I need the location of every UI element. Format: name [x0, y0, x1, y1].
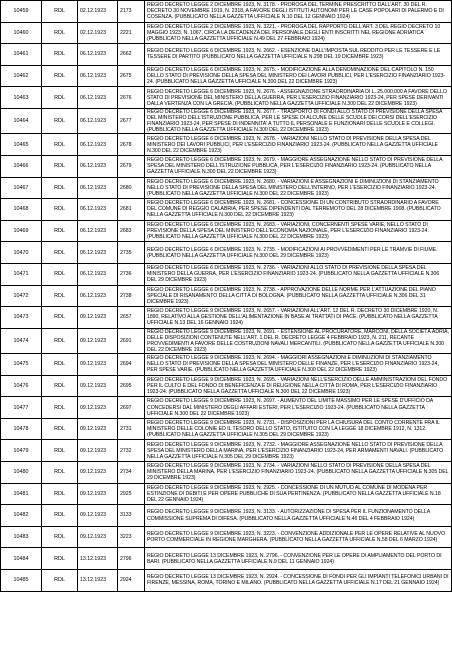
row-number-cell: 10482 — [1, 505, 42, 527]
decree-date-cell: 06.12.1923 — [78, 263, 118, 285]
table-row — [1, 328, 452, 353]
act-type-cell: RDL — [42, 526, 78, 548]
decree-description-cell: REGIO DECRETO LEGGE 13 DICEMBRE 1923, N. 2924. - CONCESSIONE DI FONDI PER GLI IMPIANTI TELEFONICI URBANI DI FIRENZE, MESSINA, ROMA, TORINO E MILANO. (PUBBLICATO NELLA GAZZETTA UFFICIALE N.17 DEL 21 GENNAIO 1924) — [145, 570, 452, 592]
act-type-cell: RDL — [42, 155, 78, 177]
decree-number-cell: 2676 — [118, 87, 145, 109]
row-number-cell: 10462 — [1, 65, 42, 87]
table-row — [1, 526, 452, 548]
decree-description-cell: REGIO DECRETO LEGGE 9 DICEMBRE 1923, N. 2694. - MAGGIORI ASSEGNAZIONI E DIMINUZIONI DI STANZIAMENTO NELLO STATO DI PREVISIONE DELLA SPESA DEL MINISTERO DELLE FINANZE, PER L'ESERCIZIO FINANZIARIO 1923-24, PER SPESE VARIE. (PUBBLICATO NELLA GAZZETTA UFFICIALE N.300 DEL 22 DICEMBRE 1923) — [145, 354, 452, 376]
decree-description-cell: REGIO DECRETO LEGGE 6 DICEMBRE 1923, N. 2680. - VARIAZIONI E ASSEGNAZIONI E DIMINUZIONI DI STANZIAMENTO NELLO STATO DI PREVISIONE DELLA SPESA DEL MINISTERO DELL'INTERNO, PER L'ESERCIZIO FINANZIARIO 1923-24. (PUBBLICATO NELLA GAZZETTA UFFICIALE N.300 DEL 22 DICEMBRE 1923) — [145, 177, 452, 199]
decree-number-cell: 2738 — [118, 285, 145, 307]
row-number-cell: 10467 — [1, 177, 42, 199]
decree-description-cell: REGIO DECRETO LEGGE 6 DICEMBRE 1923, N. 2678. - VARIAZIONI NELLO STATO DI PREVISIONE DELLA SPESA DEL MINISTERO DEI LAVORI PUBBLICI, PER L'ESERCIZIO FINANZIARIO 1923-24. (PUBBLICATO NELLA GAZZETTA UFFICIALE N.300 DEL 22 DICEMBRE 1923) — [145, 134, 452, 156]
table-row — [1, 199, 452, 221]
act-type-cell: RDL — [42, 285, 78, 307]
decree-description-cell: REGIO DECRETO LEGGE 9 DICEMBRE 1923, N. 2925. - CONCESSIONE DI UN MUTUO AL COMUNE DI MODENA PER ESTINZIONE DI DEBITI E PER OPERE PUBBLICHE DI SUA PERTINENZA. (PUBBLICATO NELLA GAZZETTA UFFICIALE N.18 DEL 22 GENNAIO 1924) — [145, 483, 452, 505]
act-type-cell: RDL — [42, 65, 78, 87]
row-number-cell: 10470 — [1, 242, 42, 264]
row-number-cell: 10478 — [1, 418, 42, 440]
table-row — [1, 397, 452, 419]
decree-description-cell: REGIO DECRETO LEGGE 6 DICEMBRE 1923, N. 2676. - ASSEGNAZIONE STRAORDINARIA DI L. 25.000.000 A FAVORE DELLO STATO DI PREVISIONE DEL MINISTERO DELLA GUERRA, PER L'ESERCIZIO FINANZIARIO 1923-24, PER SPESE DERIVANTI DALLA VERTENZA CON LA GRECIA. (PUBBLICATO NELLA GAZZETTA UFFICIALE N.300 DEL 22 DICEMBRE 1923) — [145, 87, 452, 109]
decree-description-cell: REGIO DECRETO LEGGE 9 DICEMBRE 1923, N. 2732. - MAGGIORE ASSEGNAZIONE NELLO STATO DI PREVISIONE DELLA SPESA DEL MINISTERO DELLA MARINA, PER L'ESERCIZIO FINANZIARIO 1923-24, PER ARMAMENTI NAVALI. (PUBBLICATO NELLA GAZZETTA UFFICIALE N.305 DEL 29 DICEMBRE 1923) — [145, 440, 452, 462]
decree-date-cell: 06.12.1923 — [78, 285, 118, 307]
act-type-cell: RDL — [42, 440, 78, 462]
table-row — [1, 1, 452, 23]
act-type-cell: RDL — [42, 1, 78, 23]
table-row — [1, 263, 452, 285]
decree-description-cell: REGIO DECRETO LEGGE 6 DICEMBRE 1923, N. 2735. - MODIFICAZIONI AI PROVVEDIMENTI PER LE TRAMVIE DI FIUME. (PUBBLICATO NELLA GAZZETTA UFFICIALE N.300 DEL 29 DICEMBRE 1923) — [145, 242, 452, 264]
decree-description-cell: REGIO DECRETO LEGGE 13 DICEMBRE 1923, N. 2796. - CONVENZIONE PER LE OPERE DI AMPLIAMENTO DEL PORTO DI BARI. (PUBBLICATO NELLA GAZZETTA UFFICIALE N.9 DEL 11 GENNAIO 1924) — [145, 548, 452, 570]
table-row — [1, 22, 452, 44]
decree-description-cell: REGIO DECRETO LEGGE 9 DICEMBRE 1923, N. 2691. - ESTENSIONE AL PROCURATORE, MARCONI, DELLA SOCIETÀ ADRIA, DELLE DISPOSIZIONI CONTENUTE NELL'ART. 1 DEL R. DECRETO LEGGE 4 FEBBRAIO 1923, N. 211, RECANTE PROVVEDIMENTI A FAVORE DELLE COSTRUZIONI NAVALI MERCANTILI. (PUBBLICATO NELLA GAZZETTA UFFICIALE N.300 DEL 22 DICEMBRE 1923) — [145, 328, 452, 353]
act-type-cell: RDL — [42, 307, 78, 329]
table-row — [1, 418, 452, 440]
decree-date-cell: 09.12.1923 — [78, 418, 118, 440]
act-type-cell: RDL — [42, 354, 78, 376]
row-number-cell: 10460 — [1, 22, 42, 44]
row-number-cell: 10465 — [1, 134, 42, 156]
table-row — [1, 375, 452, 397]
table-row — [1, 134, 452, 156]
act-type-cell: RDL — [42, 220, 78, 242]
act-type-cell: RDL — [42, 418, 78, 440]
decree-description-cell: REGIO DECRETO LEGGE 2 DICEMBRE 1923, N. 3221. - PROROGA DEL RAPPORTO DELL'ART. 3 DEL REGIO DECRETO 10 MAGGIO 1923, N. 1067, CIRCA LA DECADENZA DEL PERSONALE DEGLI ENTI INSCRITTI NEL REGIONE ADRIATICA (PUBBLICATO NELLA GAZZETTA UFFICIALE N.49 DEL 27 FEBBRAIO 1924) — [145, 22, 452, 44]
decree-description-cell: REGIO DECRETO LEGGE 6 DICEMBRE 1923, N. 2736. - VARIAZIONI ALLO STATO DI PREVISIONE DELLA SPESA DEL MINISTERO DELLA GUERRA, PER L'ESERCIZIO FINANZIARIO 1923-24. (PUBBLICATO NELLA GAZZETTA UFFICIALE N.306 DEL 29 DICEMBRE 1923) — [145, 263, 452, 285]
table-row — [1, 285, 452, 307]
decree-date-cell: 09.12.1923 — [78, 526, 118, 548]
row-number-cell: 10485 — [1, 570, 42, 592]
decree-number-cell: 2678 — [118, 134, 145, 156]
decree-number-cell: 2681 — [118, 199, 145, 221]
decree-description-cell: REGIO DECRETO LEGGE 6 DICEMBRE 1923, N. 2679. - MAGGIORE ASSEGNAZIONE NELLO STATO DI PREVISIONE DELLA SPESA DEL MINISTERO DELL'ISTRUZIONE PUBBLICA, PER L'ESERCIZIO FINANZIARIO 1923-24. (PUBBLICATO NELLA GAZZETTA UFFICIALE N.300 DEL 22 DICEMBRE 1923) — [145, 155, 452, 177]
table-row — [1, 440, 452, 462]
decree-description-cell: REGIO DECRETO LEGGE 2 DICEMBRE 1923, N. 3178. - PROROGA DEL TERMINE PRESCRITTO DALL'ART. 30 DEL R. DECRETO 30 NOVEMBRE 1919, N. 2318, A FAVORE DEGLI ISTITUTI AUTONOMI PER LE CASE POPOLARI DI PALERMO E DI COSENZA. (PUBBLICATO NELLA GAZZETTA UFFICIALE N.10 DEL 12 GENNAIO 1924) — [145, 1, 452, 23]
table-row — [1, 108, 452, 133]
decree-date-cell: 06.12.1923 — [78, 134, 118, 156]
decree-date-cell: 06.12.1923 — [78, 65, 118, 87]
table-row — [1, 548, 452, 570]
decree-number-cell: 2736 — [118, 263, 145, 285]
decree-date-cell: 13.12.1923 — [78, 570, 118, 592]
decree-number-cell: 2697 — [118, 397, 145, 419]
decree-number-cell: 2657 — [118, 307, 145, 329]
row-number-cell: 10466 — [1, 155, 42, 177]
decree-number-cell: 2691 — [118, 328, 145, 353]
decree-date-cell: 06.12.1923 — [78, 155, 118, 177]
act-type-cell: RDL — [42, 263, 78, 285]
decree-description-cell: REGIO DECRETO LEGGE 9 DICEMBRE 1923, N. 2734. - VARIAZIONI NELLO STATO DI PREVISIONE DELLA SPESA DEL MINISTERO DELLA MARINA, PER L'ESERCIZIO FINANZIARIO 1923-24. (PUBBLICATO NELLA GAZZETTA UFFICIALE N.305 DEL 29 DICEMBRE 1923) — [145, 462, 452, 484]
decree-number-cell: 2695 — [118, 375, 145, 397]
act-type-cell: RDL — [42, 87, 78, 109]
row-number-cell: 10469 — [1, 220, 42, 242]
decree-description-cell: REGIO DECRETO LEGGE 9 DICEMBRE 1923, N. 2731. - DISPOSIZIONI PER LA CHIUSURA DEL CONTO CORRENTE FRA IL MINISTERO DELLE COLONIE ED IL TESORO DELLO STATO, ISTITUITO CON LA LEGGE 18 DICEMBRE 1912, N. 1312. (PUBBLICATO NELLA GAZZETTA UFFICIALE N.305 DEL 29 DICEMBRE 1923) — [145, 418, 452, 440]
decree-date-cell: 09.12.1923 — [78, 307, 118, 329]
decree-description-cell: REGIO DECRETO LEGGE 9 DICEMBRE 1923, N. 3223. - CONVENZIONE ADDIZIONALE PER LE OPERE RELATIVE AL NUOVO PORTO COMMERCIALE IN REGIONE MARGHERA. (PUBBLICATO NELLA GAZZETTA UFFICIALE N.58 DEL 6 MARZO 1924) — [145, 526, 452, 548]
decree-date-cell: 02.12.1923 — [78, 1, 118, 23]
decree-date-cell: 09.12.1923 — [78, 505, 118, 527]
decree-number-cell: 2796 — [118, 548, 145, 570]
decree-number-cell: 3223 — [118, 526, 145, 548]
row-number-cell: 10475 — [1, 354, 42, 376]
decree-number-cell: 2173 — [118, 1, 145, 23]
table-row — [1, 483, 452, 505]
decree-number-cell: 3133 — [118, 505, 145, 527]
table-row — [1, 220, 452, 242]
decree-description-cell: REGIO DECRETO LEGGE 9 DICEMBRE 1923, N. 2695. - VARIAZIONI NELL'ESERCIZIO DELLE AMMINISTRAZIONI DEL FONDO PER IL CULTO E DEL FONDO DI BENEFICENZA E DI RELIGIONE NELLA CITTÀ DI ROMA, PER L'ESERCIZIO FINANZIARIO 1923-24. (PUBBLICATO NELLA GAZZETTA UFFICIALE N.300 DEL 22 DICEMBRE 1923) — [145, 375, 452, 397]
decree-date-cell: 06.12.1923 — [78, 87, 118, 109]
decree-register-rows — [1, 1, 452, 592]
table-row — [1, 570, 452, 592]
decree-number-cell: 2677 — [118, 108, 145, 133]
decree-number-cell: 2680 — [118, 177, 145, 199]
act-type-cell: RDL — [42, 22, 78, 44]
table-row — [1, 354, 452, 376]
decree-number-cell: 2735 — [118, 242, 145, 264]
table-row — [1, 177, 452, 199]
row-number-cell: 10472 — [1, 285, 42, 307]
table-row — [1, 87, 452, 109]
decree-number-cell: 2675 — [118, 65, 145, 87]
decree-date-cell: 09.12.1923 — [78, 375, 118, 397]
row-number-cell: 10480 — [1, 462, 42, 484]
decree-date-cell: 09.12.1923 — [78, 483, 118, 505]
decree-description-cell: REGIO DECRETO LEGGE 6 DICEMBRE 1923, N. 2683. - VARIAZIONI, CONCERNENTI SPESE VARIE, NELLO STATO DI PREVISIONE DELLA SPESA DEL MINISTERO DELL'ECONOMIA NAZIONALE, PER L'ESERCIZIO FINANZIARIO 1923-24. (PUBBLICATO NELLA GAZZETTA UFFICIALE N.300 DEL 22 DICEMBRE 1923) — [145, 220, 452, 242]
decree-date-cell: 09.12.1923 — [78, 462, 118, 484]
row-number-cell: 10483 — [1, 526, 42, 548]
row-number-cell: 10481 — [1, 483, 42, 505]
decree-description-cell: REGIO DECRETO LEGGE 6 DICEMBRE 1923, N. 2681. - CONCESSIONE DI UN CONTRIBUTO STRAORDINARIO A FAVORE DEL COMUNE DI REGGIO CALABRIA, PER SPESE DIPENDENTI DAL TERREMOTO DEL 28 DICEMBRE 1908. (PUBBLICATO NELLA GAZZETTA UFFICIALE N.300 DEL 22 DICEMBRE 1923) — [145, 199, 452, 221]
decree-date-cell: 09.12.1923 — [78, 440, 118, 462]
act-type-cell: RDL — [42, 397, 78, 419]
table-row — [1, 307, 452, 329]
decree-date-cell: 06.12.1923 — [78, 220, 118, 242]
act-type-cell: RDL — [42, 483, 78, 505]
decree-number-cell: 2924 — [118, 570, 145, 592]
act-type-cell: RDL — [42, 505, 78, 527]
decree-description-cell: REGIO DECRETO LEGGE 9 DICEMBRE 1923, N. 2657. - VARIAZIONI ALL'ART. 12 DEL R. DECRETO 30 DICEMBRE 1920, N. 1890, RELATIVO ALLA GESTIONE DELL'ALIMENTAZIONE IN BASE AI TRATTATI DI PACE. (PUBBLICATO NELLA GAZZETTA UFFICIALE N.13 DEL 16 GENNAIO 1924) — [145, 307, 452, 329]
row-number-cell: 10471 — [1, 263, 42, 285]
decree-date-cell: 09.12.1923 — [78, 354, 118, 376]
act-type-cell: RDL — [42, 108, 78, 133]
table-row — [1, 462, 452, 484]
decree-number-cell: 2221 — [118, 22, 145, 44]
decree-description-cell: REGIO DECRETO LEGGE 6 DICEMBRE 1923, N. 2662. - ESENZIONE DALL'IMPOSTA SUL REDDITO PER LE TESSERE E LE TESSERE DI PARTITO (PUBBLICATO NELLA GAZZETTA UFFICIALE N.298 DEL 19 DICEMBRE 1923) — [145, 44, 452, 66]
decree-number-cell: 2731 — [118, 418, 145, 440]
decree-description-cell: REGIO DECRETO LEGGE 9 DICEMBRE 1923, N. 3133. - AUTORIZZAZIONE DI SPESA PER IL FUNZIONAMENTO DELLA COMMISSIONE SUPREMA DI DIFESA. (PUBBLICATO NELLA GAZZETTA UFFICIALE N.46 DEL 4 FEBBRAIO 1924) — [145, 505, 452, 527]
decree-date-cell: 06.12.1923 — [78, 199, 118, 221]
row-number-cell: 10477 — [1, 397, 42, 419]
row-number-cell: 10476 — [1, 375, 42, 397]
row-number-cell: 10474 — [1, 328, 42, 353]
table-row — [1, 65, 452, 87]
decree-description-cell: REGIO DECRETO LEGGE 6 DICEMBRE 1923, N. 2675. - MODIFICAZIONE ALLA DENOMINAZIONE DEL CAPITOLO N. 150 DELLO STATO DI PREVISIONE DELLA SPESA DEL MINISTERO DEI LAVORI PUBBLICI, PER L'ESERCIZIO FINANZIARIO 1923-24. (PUBBLICATO NELLA GAZZETTA UFFICIALE N.300 DEL 22 DICEMBRE 1923) — [145, 65, 452, 87]
decree-date-cell: 09.12.1923 — [78, 397, 118, 419]
table-row — [1, 242, 452, 264]
decree-date-cell: 02.12.1923 — [78, 22, 118, 44]
decree-number-cell: 2662 — [118, 44, 145, 66]
act-type-cell: RDL — [42, 44, 78, 66]
table-row — [1, 44, 452, 66]
decree-description-cell: REGIO DECRETO LEGGE 6 DICEMBRE 1923, N. 2677. - TRASPORTO DI FONDI ALLO STATO DI PREVISIONE DELLA SPESA DEL MINISTERO DELL'ISTRUZIONE PUBBLICA, PER LE SPESE DI ALCUNE DELLE SCUOLE DEI CORSI DELL'ESERCIZIO FINANZIARIO 1923-24, PER SPESE DI INDENNITA' A TUTTO IL PERSONALE E FUNZIONARI DELLE SCUOLE E COLLEGI. (PUBBLICATO NELLA GAZZETTA UFFICIALE N.300 DEL 22 DICEMBRE 1923) — [145, 108, 452, 133]
decree-number-cell: 2732 — [118, 440, 145, 462]
table-row — [1, 155, 452, 177]
row-number-cell: 10464 — [1, 108, 42, 133]
act-type-cell: RDL — [42, 570, 78, 592]
decree-date-cell: 06.12.1923 — [78, 44, 118, 66]
row-number-cell: 10479 — [1, 440, 42, 462]
decree-number-cell: 2679 — [118, 155, 145, 177]
decree-number-cell: 2683 — [118, 220, 145, 242]
decree-date-cell: 06.12.1923 — [78, 108, 118, 133]
decree-date-cell: 06.12.1923 — [78, 177, 118, 199]
act-type-cell: RDL — [42, 134, 78, 156]
act-type-cell: RDL — [42, 548, 78, 570]
row-number-cell: 10461 — [1, 44, 42, 66]
act-type-cell: RDL — [42, 177, 78, 199]
row-number-cell: 10463 — [1, 87, 42, 109]
decree-number-cell: 2925 — [118, 483, 145, 505]
row-number-cell: 10468 — [1, 199, 42, 221]
act-type-cell: RDL — [42, 462, 78, 484]
act-type-cell: RDL — [42, 199, 78, 221]
row-number-cell: 10473 — [1, 307, 42, 329]
decree-date-cell: 06.12.1923 — [78, 242, 118, 264]
decree-description-cell: REGIO DECRETO LEGGE 6 DICEMBRE 1923, N. 2738. - APPROVAZIONE DELLE NORME PER L'ATTUAZIONE DEL PIANO SPECIALE DI RISANAMENTO DELLA CITTÀ DI BOLOGNA. (PUBBLICATO NELLA GAZZETTA UFFICIALE N.306 DEL 31 DICEMBRE 1923) — [145, 285, 452, 307]
table-row — [1, 505, 452, 527]
row-number-cell: 10459 — [1, 1, 42, 23]
decree-date-cell: 09.12.1923 — [78, 328, 118, 353]
act-type-cell: RDL — [42, 375, 78, 397]
decree-description-cell: REGIO DECRETO LEGGE 9 DICEMBRE 1923, N. 2697. - AUMENTO DEL LIMITE MASSIMO PER LE SPESE D'UFFICIO DA CONCEDERSI DAL MINISTERO DEGLI AFFARI ESTERI, PER L'ESERCIZIO 1923-24. (PUBBLICATO NELLA GAZZETTA UFFICIALE N.300 DEL 22 DICEMBRE 1923) — [145, 397, 452, 419]
decree-number-cell: 2694 — [118, 354, 145, 376]
row-number-cell: 10484 — [1, 548, 42, 570]
decree-date-cell: 13.12.1923 — [78, 548, 118, 570]
act-type-cell: RDL — [42, 242, 78, 264]
decree-number-cell: 2734 — [118, 462, 145, 484]
act-type-cell: RDL — [42, 328, 78, 353]
